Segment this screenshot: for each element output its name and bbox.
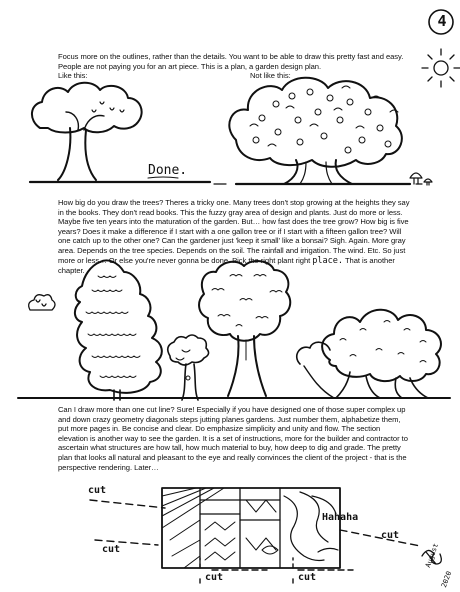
not-like-this-label: Not like this: xyxy=(250,71,291,80)
intro-paragraph xyxy=(58,52,408,71)
detailed-tree-drawing xyxy=(214,78,422,184)
spreading-tree-drawing xyxy=(297,310,441,398)
cut-line-paragraph xyxy=(58,405,410,472)
signature-year: 2020 xyxy=(440,570,454,589)
done-label: Done. xyxy=(148,163,188,178)
garden-plan-diagram xyxy=(162,488,340,568)
cut-line-text: Can I draw more than one cut line? Sure! Especially if you have designed one of those super complex up and down crazy geometry diagonals steps jutting planes gardens. Just number them, alphabetize them, put more pages in. Be concise and clear. Do emphasize simplicity and unity and flow. The section elevation is another way to see the garden. It is a set of instructions, more for the builder and contractor to ascertain what structures are how tall, how much material to buy, how deep to dig and grade. The pretty plan that looks all natural and pleasant to the eye and really convinces the client of the project - that is the perspective rendering. Later… xyxy=(58,405,408,472)
page-number: 4 xyxy=(437,12,447,30)
intro-text: Focus more on the outlines, rather than the details. You want to be able to draw this pretty fast and easy. People are not paying you for an art piece. This is a plan, a garden design plan. xyxy=(58,52,404,71)
mushroom-icon xyxy=(410,173,432,185)
place-word: place. xyxy=(312,255,343,266)
cut-label-left: cut xyxy=(88,485,107,496)
conifer-tree-drawing xyxy=(75,260,162,400)
cut-lines xyxy=(90,500,420,583)
tree-size-text-end: That is another chapter. xyxy=(58,255,395,276)
round-tree-drawing xyxy=(199,261,290,396)
cut-label-bottom-1: cut xyxy=(205,572,224,583)
tree-size-paragraph xyxy=(58,198,410,276)
palm-tree-drawing xyxy=(168,335,209,400)
hahaha-label: Hahaha xyxy=(322,512,359,523)
small-shrub-drawing xyxy=(29,295,55,310)
tree-size-text: How big do you draw the trees? Theres a tricky one. Many trees don't stop growing at the heights they say in the books. They don't read books. This the fuzzy gray area of design and plants. Just do more or less. Maybe five ten years into the maturation of the garden. But… how fast does the tree grow? How big is five years? Does it make a difference if I start with a one gallon tree or if I start with a fifteen gallon tree? Will one catch up to the other one? Can the gardener just 'keep it small' like a bonsai? Sigh. Again. More gray area. Depends on the tree species. Depends on the soil. The rainfall and irrigation. The wind. Etc. So just more or less… Or else you're never gonna be done. Pick the right plant right xyxy=(58,198,410,265)
cut-label-bottom-2: cut xyxy=(298,572,317,583)
like-this-label: Like this: xyxy=(58,71,88,80)
cut-label-left-lower: cut xyxy=(102,544,121,555)
sun-icon xyxy=(422,49,460,87)
signature-month: August xyxy=(424,542,441,569)
cut-label-right: cut xyxy=(381,530,400,541)
